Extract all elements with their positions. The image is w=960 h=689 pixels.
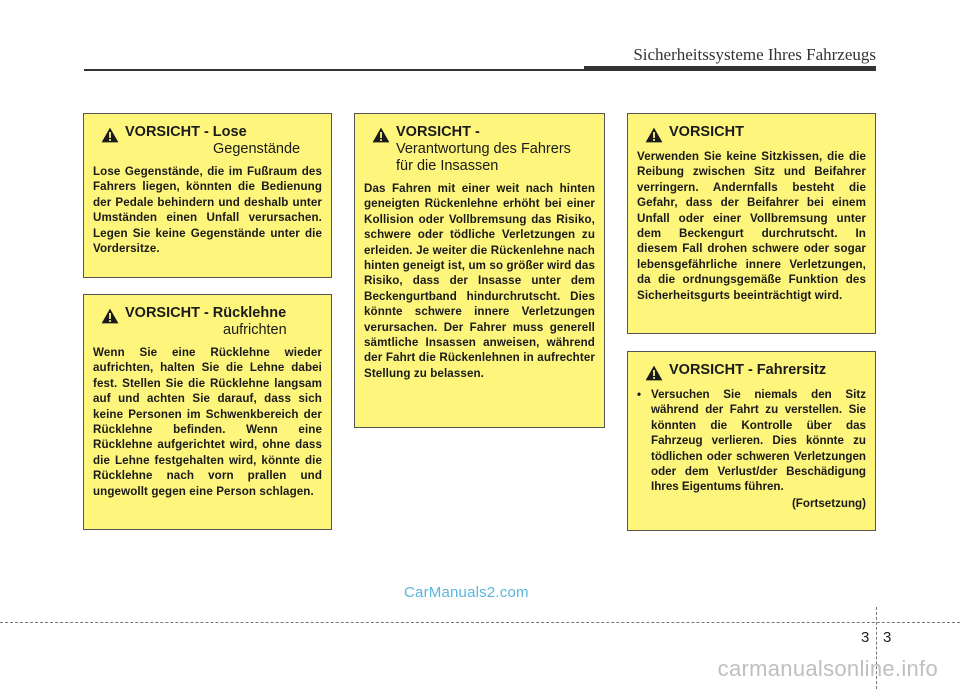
caution-title: VORSICHT - Fahrersitz xyxy=(669,362,827,378)
caution-heading xyxy=(637,362,866,381)
caution-box-loose-objects xyxy=(83,113,332,278)
caution-heading xyxy=(637,124,866,143)
caution-title: VORSICHT xyxy=(669,124,744,140)
running-header: Sicherheitssysteme Ihres Fahrzeugs xyxy=(633,45,876,64)
caution-box-backrest xyxy=(83,294,332,530)
caution-body: Verwenden Sie keine Sitzkissen, die die Reibung zwischen Sitz und Beifahrer verringern. Andernfalls besteht die Gefahr, dass der Beifahrer bei einem Unfall oder einer Vollbremsung unter dem Beckengurt durchrutscht. In diesem Fall drohen schwere oder sogar lebensgefährliche innere Verletzungen, da die ordnungsgemäße Funktion des Sicherheitsgurts beeinträchtigt wird. xyxy=(637,150,866,302)
bullet-marker: • xyxy=(637,388,642,401)
page-number: 3 xyxy=(883,629,892,646)
caution-title-cont: Gegenstände xyxy=(213,141,301,157)
warning-icon xyxy=(645,365,663,381)
caution-heading xyxy=(364,124,595,175)
caution-title: VORSICHT - Rücklehne aufrichten xyxy=(125,305,287,338)
caution-heading xyxy=(93,124,322,158)
header-rule-accent xyxy=(584,66,876,71)
caution-title: VORSICHT - Verantwortung des Fahrers für die Insassen xyxy=(396,124,595,175)
caution-title: VORSICHT - Lose Gegenstände xyxy=(125,124,301,157)
caution-box-driver-responsibility xyxy=(354,113,605,428)
warning-icon xyxy=(372,127,390,143)
caution-box-seat-cushions xyxy=(627,113,876,334)
warning-icon xyxy=(101,308,119,324)
caution-heading xyxy=(93,305,322,339)
caution-box-driver-seat xyxy=(627,351,876,531)
warning-icon xyxy=(645,127,663,143)
caution-title-cont: Verantwortung des Fahrers für die Insassen xyxy=(396,141,571,174)
bullet-item xyxy=(637,387,866,495)
caution-body: Lose Gegenstände, die im Fußraum des Fahrers liegen, könnten die Bedienung der Pedale behindern und deshalb unter Umständen einen Unfall verursachen. Legen Sie keine Gegenstände unter die Vordersitze. xyxy=(93,165,322,256)
watermark-link[interactable]: CarManuals2.com xyxy=(404,584,529,601)
chapter-number: 3 xyxy=(861,629,870,646)
caution-body: Das Fahren mit einer weit nach hinten geneigten Rückenlehne erhöht bei einer Kollision oder Vollbremsung das Risiko, schwere oder tödliche Verletzungen zu erleiden. Je weiter die Rückenlehne nach hinten geneigt ist, um so größer wird das Risiko, dass der Insasse unter dem Beckengurtband hindurchrutscht. Dies könnte schwere innere Verletzungen verursachen. Der Fahrer muss generell sämtliche Insassen anweisen, während der Fahrt die Rückenlehnen in aufrechter Stellung zu belassen. xyxy=(364,182,595,380)
caution-title-cont: aufrichten xyxy=(223,322,287,338)
caution-body: Versuchen Sie niemals den Sitz während der Fahrt zu verstellen. Sie könnten die Kontrolle über das Fahrzeug verlieren. Dies könnte zu tödlichen oder schweren Verletzungen oder dem Verlust/der Beschädigung Ihres Eigentums führen. xyxy=(651,388,866,494)
site-watermark: carmanualsonline.info xyxy=(717,656,938,681)
caution-body: Wenn Sie eine Rücklehne wieder aufrichten, halten Sie die Lehne dabei fest. Stellen Sie die Rücklehne langsam auf und achten Sie darauf, dass sich keine Personen im Schwenkbereich der Rücklehne befinden. Wenn eine Rücklehne aufgerichtet wird, ohne dass die Lehne festgehalten wird, könnte die Rücklehne nach vorn prallen und ungewollt gegen eine Person schlagen. xyxy=(93,346,322,498)
footer-rule xyxy=(0,622,960,623)
warning-icon xyxy=(101,127,119,143)
continuation-note: (Fortsetzung) xyxy=(791,496,866,510)
